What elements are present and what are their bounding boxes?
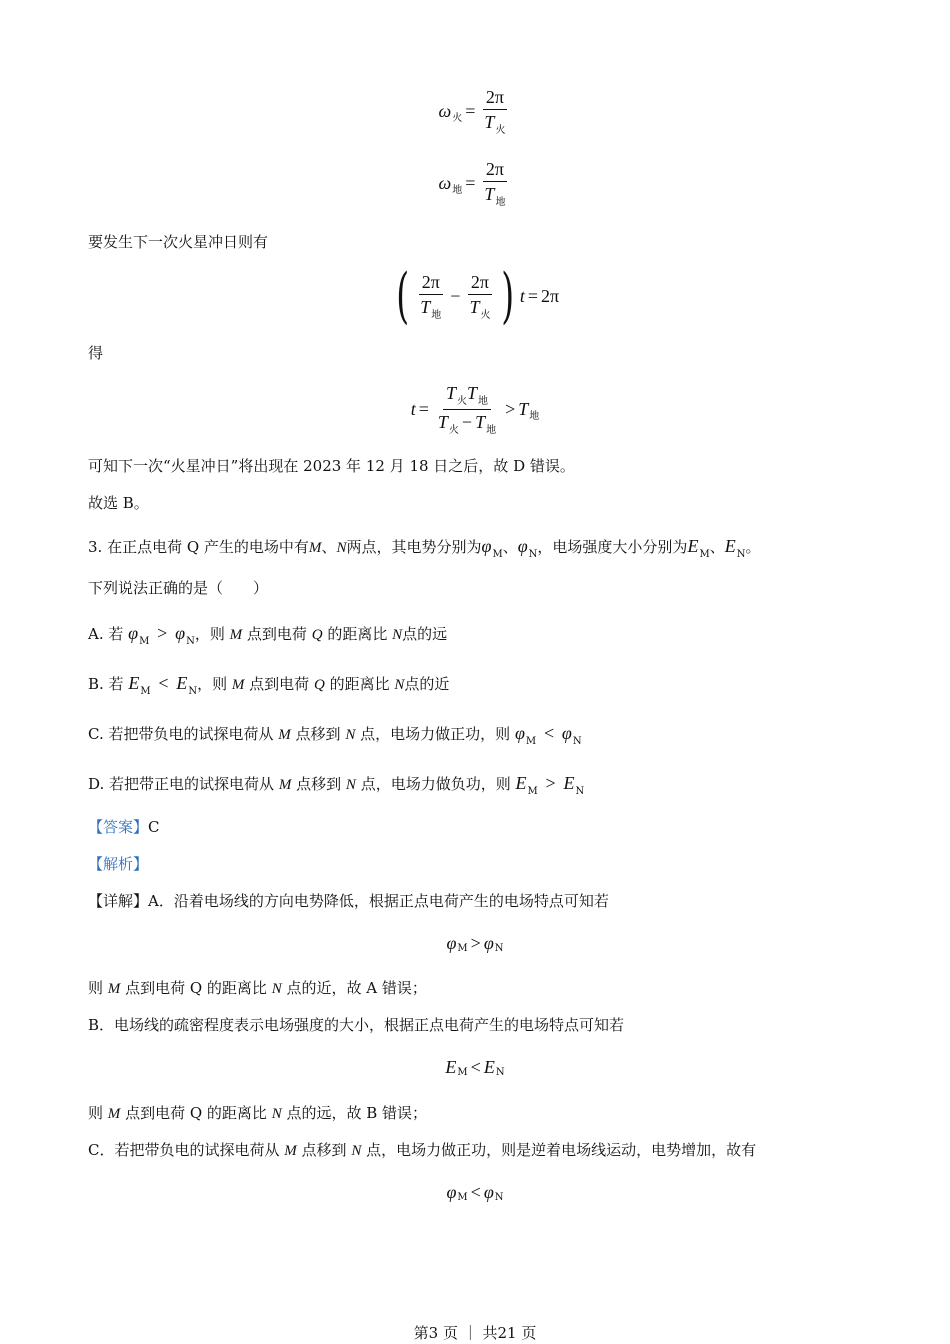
- formula-omega-earth: ω 地 = $\frac{2\pi}{T_地}$: [0, 158, 950, 209]
- detail-a: 【详解】A．沿着电场线的方向电势降低，根据正点电荷产生的电场特点可知若: [88, 892, 609, 910]
- option-d: D. 若把带正电的试探电荷从 M 点移到 N 点，电场力做负功，则 $E_M > E_N$: [88, 773, 585, 797]
- paragraph: 故选 B。: [88, 494, 149, 512]
- paragraph: 可知下一次“火星冲日”将出现在 2023 年 12 月 18 日之后，故 D 错误。: [88, 457, 575, 475]
- formula-phi-lt: φ M < φ N: [446, 1182, 504, 1203]
- option-c: C. 若把带负电的试探电荷从 M 点移到 N 点，电场力做正功，则 $\varphi_M < \varphi_N$: [88, 723, 582, 747]
- option-b: B. 若 $E_M < E_N$，则 M 点到电荷 Q 的距离比 N点的近: [88, 673, 450, 697]
- question-3-prompt: 下列说法正确的是（ ）: [88, 579, 269, 597]
- detail-label: 【详解】: [88, 892, 149, 910]
- left-paren: (: [396, 261, 409, 331]
- analysis-label: 【解析】: [88, 855, 149, 873]
- fraction: $\frac{2\pi}{T_地}$: [484, 159, 506, 208]
- answer-label: 【答案】: [88, 818, 149, 836]
- conclusion-a: 则 M 点到电荷 Q 的距离比 N 点的近，故 A 错误；: [88, 979, 427, 997]
- formula-t-result: t = $\frac{T_火T_地}{T_火 - T_地}$ > T 地: [410, 383, 540, 436]
- question-3-stem: 3. 在正点电荷 Q 产生的电场中有M、N两点，其电势分别为$\varphi_M$、$\varphi_N$，电场强度大小分别为$E_M$、$E_N$。: [88, 536, 761, 560]
- omega-symbol: ω: [438, 101, 452, 121]
- formula-conjunction: ( $\frac{2\pi}{T_地}$ − $\frac{2\pi}{T_火}$ ) t = 2π: [396, 261, 560, 331]
- formula-e-lt: E M < E N: [445, 1057, 505, 1078]
- formula-omega-mars: ω 火 = $\frac{2\pi}{T_火}$: [0, 86, 950, 137]
- option-a: A. 若 $\varphi_M > \varphi_N$，则 M 点到电荷 Q 的距离比 N点的远: [88, 623, 448, 647]
- paragraph: 得: [88, 344, 104, 362]
- fraction: $\frac{2\pi}{T_火}$: [484, 87, 506, 136]
- formula-phi-gt: φ M > φ N: [446, 933, 504, 954]
- detail-c: C．若把带负电的试探电荷从 M 点移到 N 点，电场力做正功，则是逆着电场线运动，电势增加，故有: [88, 1141, 757, 1159]
- answer-value: C: [148, 818, 160, 836]
- page-footer: 第3 页 ｜ 共21 页: [413, 1324, 537, 1342]
- detail-b: B．电场线的疏密程度表示电场强度的大小，根据正点电荷产生的电场特点可知若: [88, 1016, 625, 1034]
- right-paren: ): [501, 261, 515, 331]
- conclusion-b: 则 M 点到电荷 Q 的距离比 N 点的远，故 B 错误；: [88, 1104, 428, 1122]
- paragraph: 要发生下一次火星冲日则有: [88, 233, 269, 251]
- answer-line: [88, 817, 878, 837]
